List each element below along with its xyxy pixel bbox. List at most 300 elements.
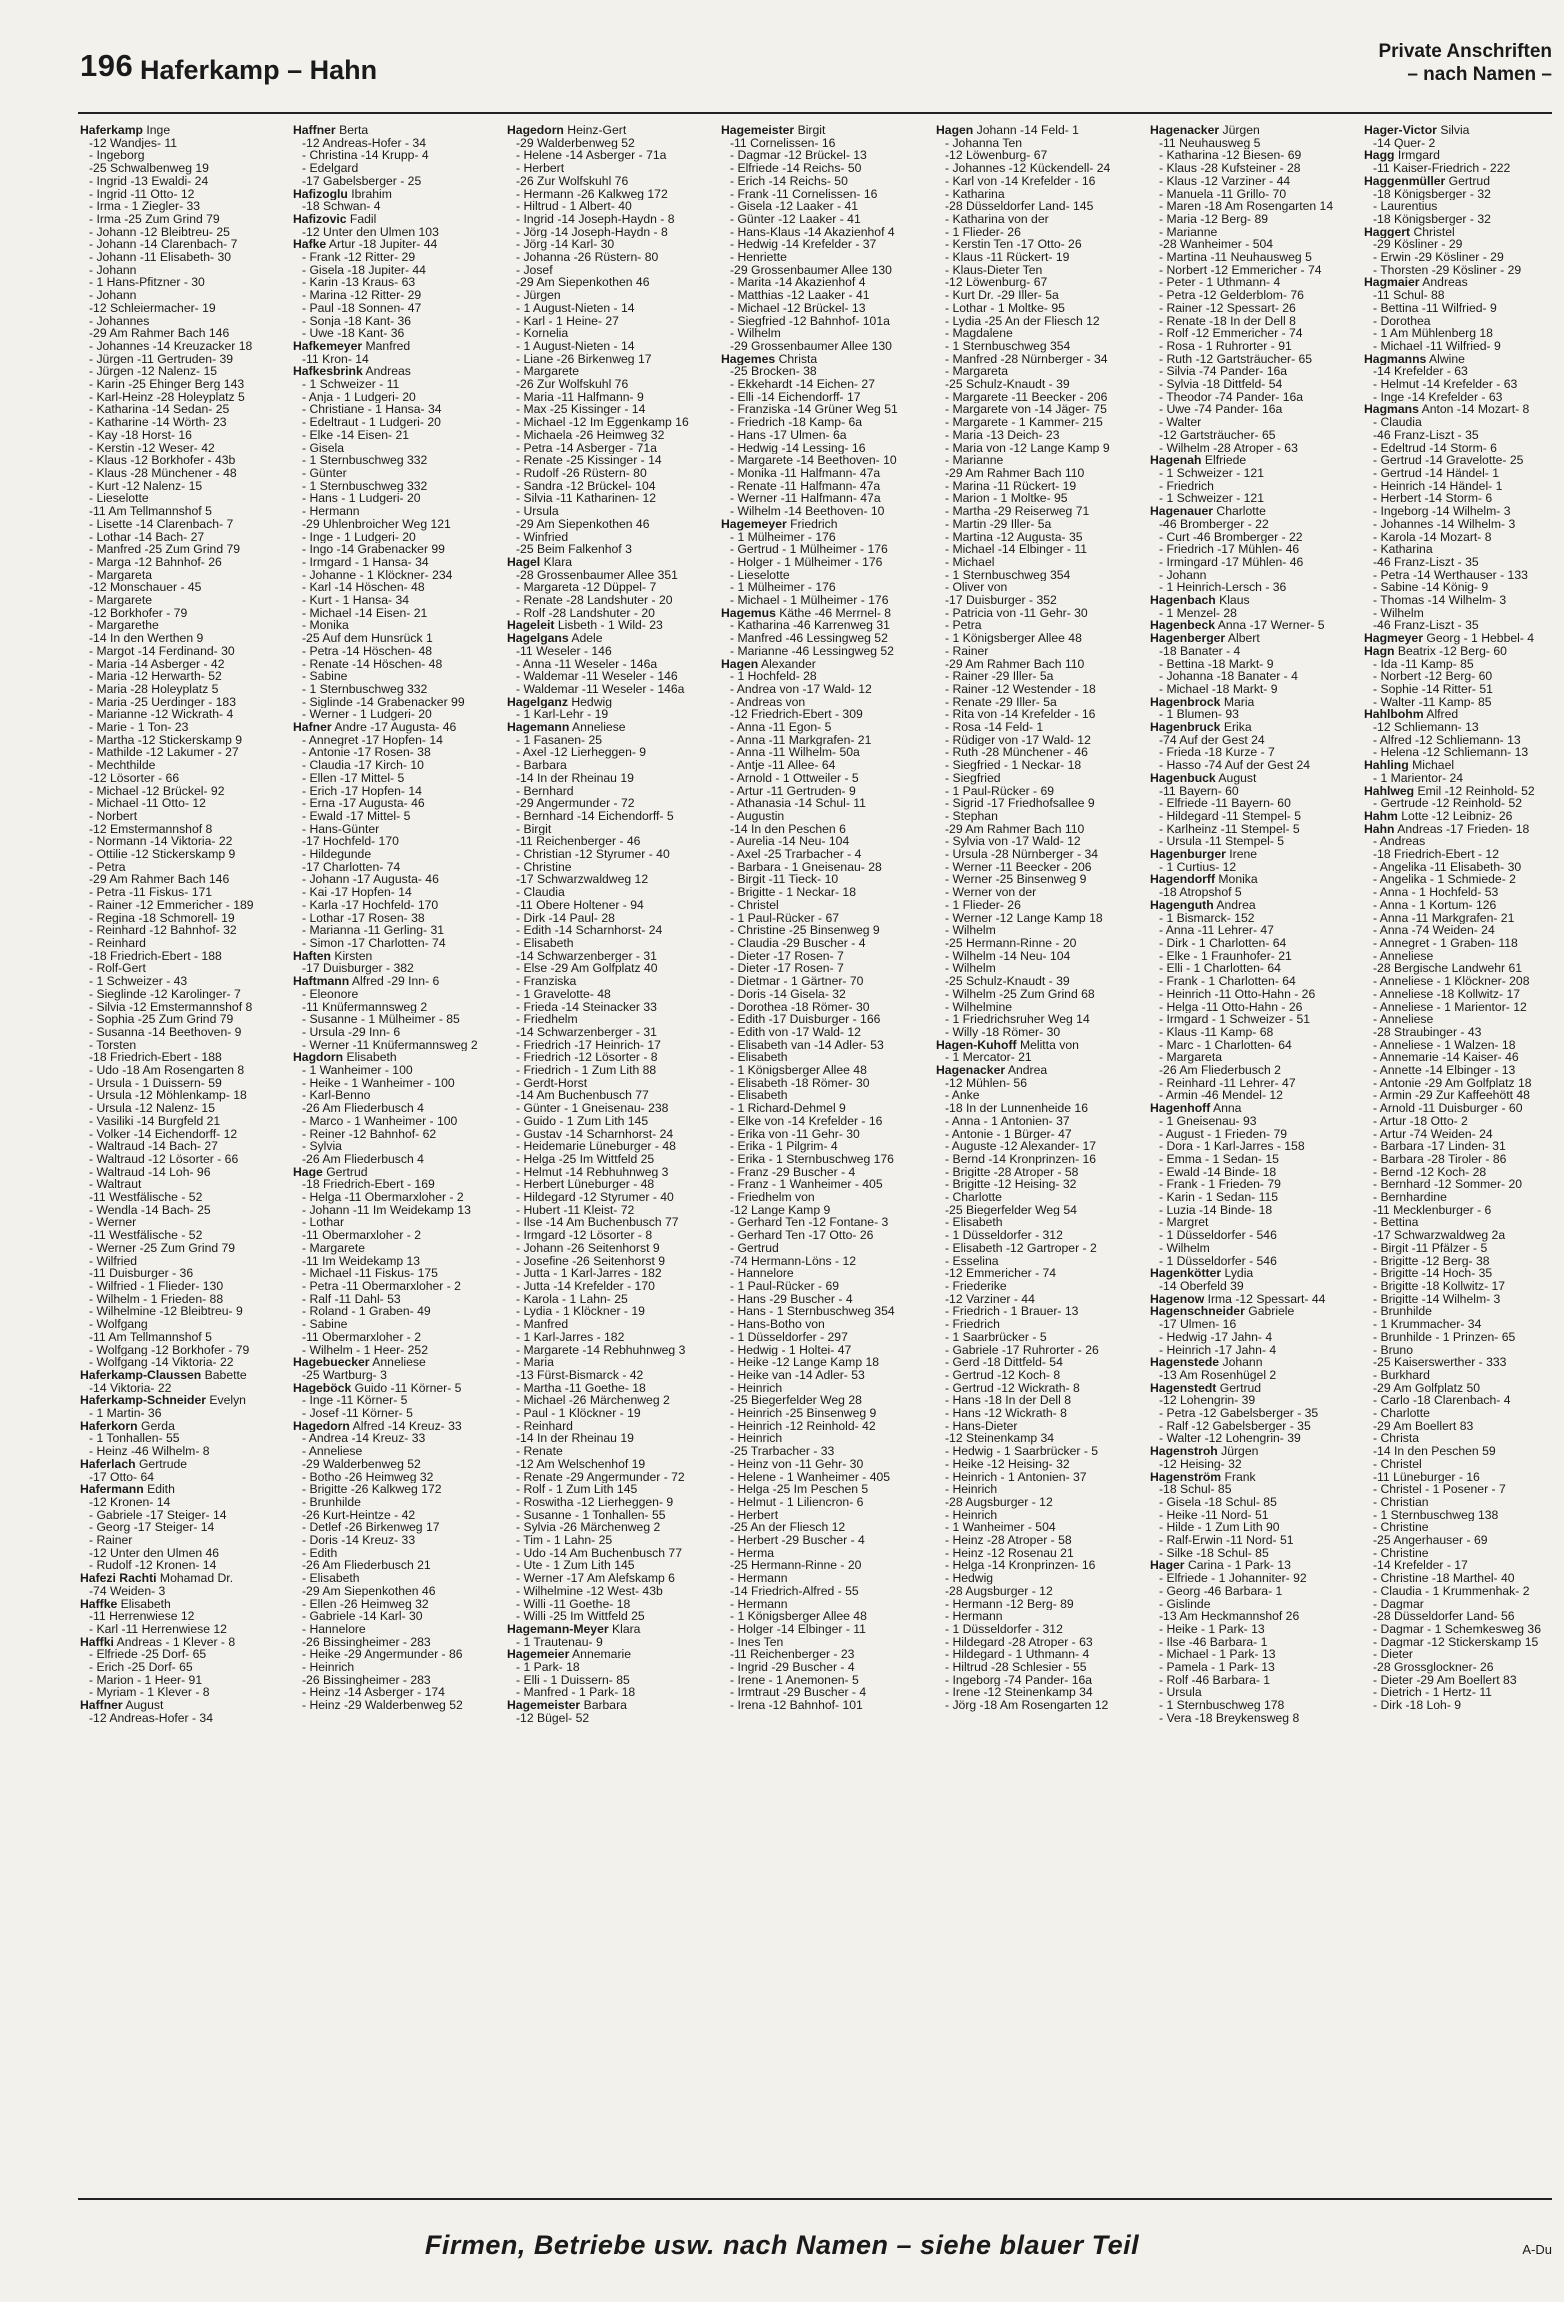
listing-line: - Michael -12 Brückel- 92: [89, 784, 225, 798]
surname: Haffner: [293, 124, 336, 137]
listing-line: -25 An der Fliesch 12: [730, 1521, 846, 1535]
listing-line: - Klaus -11 Kamp- 68: [1159, 1025, 1274, 1039]
listing-line: -14 Quer- 2: [1373, 136, 1436, 150]
listing-line: -11 Bayern- 60: [1159, 784, 1239, 798]
listing-line: - Siegfried: [945, 771, 1001, 785]
listing-line: - Lothar -17 Rosen- 38: [302, 911, 425, 925]
listing-line: -29 Am Rahmer Bach 110: [945, 657, 1085, 671]
listing-line: - Myriam - 1 Klever - 8: [89, 1686, 210, 1700]
listing-line: - Kurt - 1 Hansa- 34: [302, 594, 410, 607]
listing-line: - Karin -25 Ehinger Berg 143: [89, 378, 245, 391]
listing-line: - Friedrich -18 Kamp- 6a: [730, 416, 863, 429]
listing-line: - 1 Schweizer - 11: [302, 378, 400, 391]
listing-line: -12 Lange Kamp 9: [730, 1203, 831, 1217]
listing-line: -11 Westfälische - 52: [89, 1191, 203, 1204]
listing-line: - Bernhardine: [1373, 1191, 1447, 1204]
header-rule: [78, 112, 1552, 114]
listing-line: - Hilde - 1 Zum Lith 90: [1159, 1521, 1280, 1535]
listing-line: - Martina -11 Neuhausweg 5: [1159, 251, 1312, 264]
section-title-line-2: – nach Namen –: [1407, 64, 1552, 85]
listing-line: - Athanasia -14 Schul- 11: [730, 797, 866, 810]
listing-line: - Heinrich - 1 Antonien- 37: [945, 1470, 1087, 1484]
entry-detail: Silvia: [1440, 124, 1470, 137]
listing-line: -25 Biegerfelder Weg 54: [945, 1203, 1077, 1217]
listing-line: - Sylvia -18 Dittfeld- 54: [1159, 378, 1283, 391]
listing-line: - Marion - 1 Heer- 91: [89, 1673, 203, 1687]
listing-line: - Wilhelm -14 Neu- 104: [945, 949, 1071, 963]
listing-line: - Petra -14 Höschen- 48: [302, 644, 433, 658]
listing-line: - Herma: [730, 1546, 775, 1560]
listing-line: - Herbert -29 Buscher - 4: [730, 1534, 865, 1547]
listing-line: - Mechthilde: [89, 759, 156, 772]
listing-line: - Rolf -12 Emmericher - 74: [1159, 327, 1303, 340]
listing-line: - Heinrich: [945, 1508, 998, 1522]
listing-line: - Hannelore: [730, 1267, 794, 1280]
listing-line: - Dagmar: [1373, 1597, 1424, 1611]
listing-line: - Helene - 1 Wanheimer - 405: [730, 1470, 891, 1484]
surname-entry: [80, 1458, 285, 1471]
listing-line: - Friedrich -12 Lösorter - 8: [516, 1051, 658, 1065]
listing-line: -18 Friedrich-Ebert - 188: [89, 949, 222, 963]
listing-line: - Wolfgang: [89, 1318, 148, 1331]
listing-line: - Hans-Dieter: [945, 1419, 1018, 1433]
listing-line: -74 Auf der Gest 24: [1159, 733, 1265, 747]
surname: Hagmaier: [1364, 276, 1420, 290]
listing-line: - Irma - 1 Ziegler- 33: [89, 200, 201, 213]
listing-line: - Wilhelm: [1373, 606, 1424, 620]
listing-line: - Karola -14 Mozart- 8: [1373, 530, 1492, 544]
surname: Hagenah: [1150, 454, 1202, 467]
entry-detail: Mohamad Dr.: [159, 1572, 234, 1585]
surname: Hagenguth: [1150, 898, 1214, 912]
surname: Hagemeister: [721, 124, 795, 137]
listing-line: - Oliver von: [945, 581, 1008, 595]
surname-entry: [80, 1572, 285, 1585]
listing-line: -25 Hermann-Rinne - 20: [945, 937, 1077, 950]
surname: Haften: [293, 949, 331, 963]
listing-line: - Jürgen -12 Nalenz- 15: [89, 365, 218, 379]
listing-line: - Artur -74 Weiden- 24: [1373, 1127, 1493, 1141]
surname: Hagdorn: [293, 1051, 344, 1065]
listing-line: - Hans -17 Ulmen- 6a: [730, 428, 847, 442]
listing-line: -26 Zur Wolfskuhl 76: [516, 378, 629, 391]
listing-line: - Hiltrud - 1 Albert- 40: [516, 200, 632, 213]
entry-detail: Lisbeth - 1 Wild- 23: [557, 619, 663, 633]
entry-detail: Jürgen: [1222, 124, 1260, 137]
entry-detail: August: [1218, 771, 1257, 785]
listing-line: -25 Beim Falkenhof 3: [516, 543, 632, 556]
listing-line: - Werner -25 Binsenweg 9: [945, 873, 1087, 887]
listing-line: -11 Schul- 88: [1373, 289, 1445, 302]
surname-entry: [293, 1382, 498, 1395]
listing-line: - Johann -12 Bleibtreu- 25: [89, 225, 230, 239]
listing-line: - Michael -12 Brückel- 13: [730, 301, 866, 315]
entry-detail: Gertrud: [1448, 174, 1490, 188]
listing-line: - Karin - 1 Sedan- 115: [1159, 1191, 1279, 1204]
listing-line: - Friedrich -17 Mühlen- 46: [1159, 543, 1300, 556]
listing-line: - Reinhard -11 Lehrer- 47: [1159, 1076, 1296, 1090]
listing-line: -28 Augsburger - 12: [945, 1584, 1053, 1598]
listing-line: - Elfriede - 1 Johanniter- 92: [1159, 1572, 1307, 1585]
listing-line: - Herbert: [730, 1508, 779, 1522]
surname-entry: [1364, 645, 1545, 658]
listing-line: - Hermann: [730, 1572, 788, 1585]
surname-entry: [80, 1369, 285, 1382]
listing-line: - Heinrich: [945, 1483, 998, 1496]
surname-entry: [1150, 848, 1355, 861]
surname: Hageleit: [507, 619, 555, 633]
listing-line: - Brigitte -12 Heising- 32: [945, 1178, 1077, 1192]
surname: Hagemeyer: [721, 517, 787, 531]
listing-line: - Gertrud -12 Koch- 8: [945, 1368, 1061, 1382]
surname: Hagn: [1364, 644, 1395, 658]
surname: Hafke: [293, 238, 327, 252]
surname: Hagemus: [721, 606, 776, 620]
listing-line: -12 Schliemann- 13: [1373, 721, 1479, 734]
listing-line: - Volker -14 Eichendorff- 12: [89, 1127, 238, 1141]
entry-detail: Andreas - 1 Klever - 8: [116, 1635, 236, 1649]
listing-line: - Bernd -12 Koch- 28: [1373, 1165, 1487, 1179]
entry-detail: Alfred -14 Kreuz- 33: [352, 1419, 462, 1433]
listing-line: - Karl -11 Herrenwiese 12: [89, 1622, 227, 1636]
listing-line: - Manfred -46 Lessingweg 52: [730, 632, 888, 645]
listing-line: - Irmgard - 1 Schweizer - 51: [1159, 1013, 1311, 1026]
listing-line: - Andrea -14 Kreuz- 33: [302, 1432, 426, 1446]
listing-line: -14 In den Peschen 59: [1373, 1445, 1496, 1458]
listing-line: - Christine: [1373, 1521, 1429, 1535]
listing-line: -26 Zur Wolfskuhl 76: [516, 174, 629, 188]
listing-line: - August - 1 Frieden- 79: [1159, 1127, 1288, 1141]
listing-line: - Heidemarie Lüneburger - 48: [516, 1140, 676, 1153]
listing-line: -12 Friedrich-Ebert - 309: [730, 708, 863, 722]
listing-line: - Josef: [516, 263, 553, 277]
listing-line: -25 Auf dem Hunsrück 1: [302, 632, 433, 645]
listing-line: - Elisabeth -18 Römer- 30: [730, 1076, 870, 1090]
entry-detail: Elisabeth: [120, 1597, 171, 1611]
listing-line: -17 Schwarzwaldweg 2a: [1373, 1229, 1506, 1242]
listing-line: - Magdalene: [945, 327, 1013, 340]
listing-line: - Margareta -12 Düppel- 7: [516, 581, 657, 595]
surname: Hahlbohm: [1364, 708, 1424, 722]
entry-detail: Christa: [778, 352, 818, 366]
listing-line: -13 Am Heckmannshof 26: [1159, 1610, 1300, 1623]
listing-line: - Anneliese: [302, 1445, 363, 1458]
listing-line: - Maria -13 Deich- 23: [945, 428, 1060, 442]
surname: Hagelgans: [507, 632, 569, 645]
surname-entry: [1150, 454, 1355, 467]
surname-entry: [1150, 721, 1355, 734]
listing-line: - Theodor -74 Pander- 16a: [1159, 390, 1304, 404]
surname-entry: [1364, 353, 1545, 366]
listing-line: - Auguste -12 Alexander- 17: [945, 1140, 1097, 1153]
listing-line: - Klaus -11 Rückert- 19: [945, 251, 1070, 264]
listing-line: - Renate -29 Angermunder - 72: [516, 1470, 685, 1484]
listing-line: - Emma - 1 Sedan- 15: [1159, 1152, 1279, 1166]
surname-entry: [1364, 759, 1545, 772]
surname-entry: [1150, 772, 1355, 785]
listing-line: - Silke -18 Schul- 85: [1159, 1546, 1269, 1560]
listing-line: - Kurt -12 Nalenz- 15: [89, 479, 203, 493]
listing-line: - Charlotte: [1373, 1407, 1430, 1420]
listing-line: - 1 Paul-Rücker - 67: [730, 911, 840, 925]
surname: Hagenschneider: [1150, 1305, 1245, 1319]
listing-line: - Wilhelm -14 Beethoven- 10: [730, 505, 885, 518]
listing-line: - Helmut - 1 Liliencron- 6: [730, 1495, 864, 1509]
listing-line: - Heinrich -11 Otto-Hahn - 26: [1159, 987, 1316, 1001]
listing-line: - Petra: [89, 860, 126, 874]
listing-line: - Ruth -12 Gartsträucher- 65: [1159, 352, 1313, 366]
surname: Haffner: [80, 1699, 123, 1712]
listing-line: - Margarete: [89, 594, 152, 607]
listing-line: - Irmgard -12 Lösorter - 8: [516, 1229, 653, 1242]
listing-line: - Margarete: [516, 365, 579, 379]
listing-line: - Margarete - 1 Kammer- 215: [945, 416, 1103, 429]
listing-line: - Hermann -26 Kalkweg 172: [516, 187, 668, 201]
listing-line: -26 Bissingheimer - 283: [302, 1635, 431, 1649]
listing-line: - Christina -14 Krupp- 4: [302, 149, 429, 163]
listing-line: - Brigitte -14 Wilhelm- 3: [1373, 1292, 1501, 1306]
listing-line: - Thomas -14 Wilhelm- 3: [1373, 594, 1507, 607]
listing-line: -18 In der Lunnenheide 16: [945, 1102, 1088, 1115]
listing-line: - Anna -11 Lehrer- 47: [1159, 924, 1274, 937]
listing-line: - Herbert -14 Storm- 6: [1373, 492, 1493, 506]
listing-line: - Johann -17 Augusta- 46: [302, 873, 439, 887]
listing-line: - 1 Düsseldorfer - 546: [1159, 1254, 1277, 1268]
surname-entry: [1364, 226, 1545, 239]
listing-line: - Erna -17 Augusta- 46: [302, 797, 425, 810]
listing-line: - Michael -26 Märchenweg 2: [516, 1394, 670, 1408]
listing-line: - Rolf -46 Barbara- 1: [1159, 1673, 1271, 1687]
listing-line: - Lothar - 1 Moltke- 95: [945, 301, 1065, 315]
listing-line: - Heinz -29 Walderbenweg 52: [302, 1699, 463, 1712]
listing-line: - Gertrud -14 Händel- 1: [1373, 466, 1499, 480]
entry-detail: Lydia: [1224, 1267, 1254, 1280]
listing-line: - Heinz -14 Asberger - 174: [302, 1686, 445, 1700]
listing-line: - Elfriede -11 Bayern- 60: [1159, 797, 1291, 810]
listing-line: - Heike -12 Lange Kamp 18: [730, 1356, 880, 1369]
listing-line: - Johannes -14 Kreuzacker 18: [89, 339, 253, 353]
listing-line: - 1 Mülheimer - 176: [730, 581, 836, 595]
surname-entry: [1150, 696, 1355, 709]
entry-detail: Georg - 1 Hebbel- 4: [1426, 632, 1535, 645]
listing-line: - Erich -17 Hopfen- 14: [302, 784, 422, 798]
entry-detail: Annemarie: [572, 1648, 631, 1662]
listing-line: - Heinz -28 Atroper - 58: [945, 1534, 1072, 1547]
listing-line: - Antonie -29 Am Golfplatz 18: [1373, 1076, 1532, 1090]
listing-line: - Lieselotte: [730, 568, 790, 582]
listing-line: - Karl-Benno: [302, 1089, 371, 1103]
listing-line: -28 Bergische Landwehr 61: [1373, 962, 1523, 976]
listing-line: - Ralf -12 Gabelsberger - 35: [1159, 1419, 1311, 1433]
listing-line: - Margarethe: [89, 619, 159, 633]
listing-line: - Renate -11 Halfmann- 47a: [730, 479, 881, 493]
listing-line: - Claudia - 1 Krummenhak- 2: [1373, 1584, 1530, 1598]
entry-detail: Andreas: [365, 365, 411, 379]
listing-line: - Manuela -11 Grillo- 70: [1159, 187, 1287, 201]
listing-line: - Helmut -14 Rebhuhnweg 3: [516, 1165, 669, 1179]
listing-line: - Axel -12 Lierheggen- 9: [516, 746, 647, 760]
listing-line: -12 Unter den Ulmen 46: [89, 1546, 220, 1560]
listing-line: - Christine -18 Marthel- 40: [1373, 1572, 1515, 1585]
listing-line: -29 Am Golfplatz 50: [1373, 1381, 1481, 1395]
listing-line: -14 Krefelder - 17: [1373, 1559, 1468, 1573]
listing-line: - Anna - 1 Hochfeld- 53: [1373, 886, 1499, 899]
listing-line: - Waldemar -11 Weseler - 146a: [516, 682, 685, 696]
listing-line: - Wilhelm -28 Atroper - 63: [1159, 441, 1298, 455]
listing-line: - Heinrich: [730, 1432, 783, 1446]
entry-detail: Käthe -46 Merrnel- 8: [779, 606, 892, 620]
listing-line: - Anna - 1 Antonien- 37: [945, 1114, 1070, 1128]
listing-line: - Charlotte: [945, 1191, 1002, 1204]
listing-line: - Rudolf -26 Rüstern- 80: [516, 466, 647, 480]
surname-entry: [293, 188, 498, 201]
listing-line: - Petra -12 Gelderblom- 76: [1159, 289, 1304, 302]
listing-line: - Heinrich -25 Binsenweg 9: [730, 1407, 877, 1420]
listing-line: - Arnold - 1 Ottweiler - 5: [730, 771, 859, 785]
surname: Hagenow: [1150, 1292, 1205, 1306]
entry-detail: Inge: [146, 124, 171, 137]
listing-line: - Johanna -18 Banater - 4: [1159, 670, 1298, 683]
listing-line: - Rainer -12 Emmericher - 189: [89, 898, 254, 912]
listing-line: - Edith -17 Duisburger - 166: [730, 1013, 881, 1026]
listing-line: -12 Steinenkamp 34: [945, 1432, 1055, 1446]
listing-line: - Ida -11 Kamp- 85: [1373, 657, 1474, 671]
listing-line: - Helmut -14 Krefelder - 63: [1373, 378, 1518, 391]
listing-line: -74 Weiden- 3: [89, 1584, 166, 1598]
listing-line: - Helga -11 Otto-Hahn - 26: [1159, 1000, 1303, 1014]
listing-line: - Rainer -12 Westender - 18: [945, 682, 1096, 696]
listing-line: - Burkhard: [1373, 1368, 1430, 1382]
listing-line: - Augustin: [730, 809, 785, 823]
listing-line: - Birgit: [516, 822, 552, 836]
listing-line: -46 Franz-Liszt - 35: [1373, 428, 1479, 442]
listing-line: - Sophie -14 Ritter- 51: [1373, 682, 1493, 696]
listing-line: - Elke - 1 Fraunhofer- 21: [1159, 949, 1292, 963]
surname: Haffki: [80, 1635, 114, 1649]
listing-line: - Elli -14 Eichendorff- 17: [730, 390, 861, 404]
listing-line: - Ewald -17 Mittel- 5: [302, 809, 411, 823]
surname: Haffke: [80, 1597, 118, 1611]
surname: Hagenberger: [1150, 632, 1226, 645]
listing-line: - Birgit -11 Tieck- 10: [730, 873, 839, 887]
listing-line: -13 Am Rosenhügel 2: [1159, 1368, 1277, 1382]
surname-entry: [1364, 149, 1545, 162]
listing-line: - Roland - 1 Graben- 49: [302, 1305, 431, 1319]
listing-line: - Elke -14 Eisen- 21: [302, 428, 410, 442]
listing-line: - Ursula -12 Möhlenkamp- 18: [89, 1089, 247, 1103]
listing-line: - Werner -12 Lange Kamp 18: [945, 911, 1103, 925]
listing-line: - Renate -14 Höschen- 48: [302, 657, 443, 671]
listing-line: - Katharina: [945, 187, 1005, 201]
listing-line: - Dora - 1 Karl-Jarres - 158: [1159, 1140, 1305, 1153]
listing-line: - Wilhelm: [1159, 1241, 1210, 1255]
listing-line: - Karl-Heinz -28 Holeyplatz 5: [89, 390, 245, 404]
entry-detail: Andrea: [1216, 898, 1256, 912]
listing-line: - Rainer: [89, 1534, 133, 1547]
listing-line: - Ute - 1 Zum Lith 145: [516, 1559, 635, 1573]
listing-line: - Marco - 1 Wanheimer - 100: [302, 1114, 458, 1128]
listing-line: - 1 Königsberger Allee 48: [730, 1610, 867, 1623]
listing-line: - Michael -11 Otto- 12: [89, 797, 206, 810]
listing-line: - Heike - 1 Park- 13: [1159, 1622, 1265, 1636]
listing-line: - Anneliese - 1 Walzen- 18: [1373, 1038, 1516, 1052]
surname: Hagenstedt: [1150, 1381, 1217, 1395]
listing-line: - Anna -11 Egon- 5: [730, 721, 832, 734]
listing-line: - Heike van -14 Adler- 53: [730, 1368, 865, 1382]
listing-line: - Curt -46 Bromberger - 22: [1159, 530, 1303, 544]
listing-line: -11 Reichenberger - 23: [730, 1648, 855, 1662]
listing-line: -26 Am Fliederbusch 4: [302, 1102, 424, 1115]
listing-line: - Brigitte - 1 Neckar- 18: [730, 886, 856, 899]
listing-line: - Dieter -17 Rosen- 7: [730, 949, 844, 963]
listing-line: - Waltraud -12 Lösorter - 66: [89, 1152, 239, 1166]
entry-detail: Anna: [1212, 1102, 1242, 1115]
listing-line: - Waltraud -14 Bach- 27: [89, 1140, 218, 1153]
surname: Hagenburger: [1150, 848, 1226, 861]
listing-line: - 1 Düsseldorfer - 297: [730, 1330, 848, 1344]
listing-line: -12 Emstermannshof 8: [89, 822, 213, 836]
listing-line: -12 Bügel- 52: [516, 1711, 590, 1725]
listing-line: - Christian: [1373, 1495, 1429, 1509]
listing-line: - Friederike: [945, 1279, 1007, 1293]
listing-line: - Marc - 1 Charlotten- 64: [1159, 1038, 1292, 1052]
surname-entry: [1364, 810, 1545, 823]
surname: Hagenkötter: [1150, 1267, 1222, 1280]
listing-line: - Detlef -26 Birkenweg 17: [302, 1521, 440, 1535]
listing-line: - Heike -29 Angermunder - 86: [302, 1648, 463, 1662]
listing-line: - Pamela - 1 Park- 13: [1159, 1661, 1275, 1674]
listing-line: - Franz -29 Buscher - 4: [730, 1165, 856, 1179]
entry-detail: Barbara: [583, 1699, 627, 1712]
listing-line: - Gislinde: [1159, 1597, 1211, 1611]
listing-line: - Erika - 1 Pilgrim- 4: [730, 1140, 838, 1153]
directory-column-1: [80, 124, 285, 2180]
listing-line: - Brunhilde: [302, 1495, 361, 1509]
listing-line: - Hans-Botho von: [730, 1318, 825, 1331]
listing-line: -18 Schul- 85: [1159, 1483, 1232, 1496]
listing-line: -28 Grossglockner- 26: [1373, 1661, 1494, 1674]
listing-line: - Edith: [302, 1546, 338, 1560]
listing-line: -26 Bissingheimer - 283: [302, 1673, 431, 1687]
page-footer: [0, 2192, 1564, 2302]
listing-line: - Wendla -14 Bach- 25: [89, 1203, 211, 1217]
surname: Hagenbruck: [1150, 721, 1221, 734]
listing-line: - Marga -12 Bahnhof- 26: [89, 555, 222, 569]
listing-line: -25 Schwalbenweg 19: [89, 162, 209, 175]
listing-line: -11 Neuhausweg 5: [1159, 136, 1261, 150]
listing-line: - Werner - 1 Ludgeri- 20: [302, 708, 432, 722]
listing-line: - Hedwig - 1 Holtei- 47: [730, 1343, 852, 1357]
surname: Hagel: [507, 555, 541, 569]
listing-line: - 1 Sternbuschweg 178: [1159, 1699, 1285, 1712]
listing-line: - 1 Saarbrücker - 5: [945, 1330, 1047, 1344]
listing-line: - Johann -11 Im Weidekamp 13: [302, 1203, 471, 1217]
listing-line: - Klaus -28 Münchener - 48: [89, 466, 237, 480]
listing-line: - Johann: [1159, 568, 1207, 582]
listing-line: - Renate -29 Iller- 5a: [945, 695, 1057, 709]
listing-line: - Henriette: [730, 251, 787, 264]
listing-line: - Wolfgang -14 Viktoria- 22: [89, 1356, 234, 1369]
listing-line: - 1 Friedrichsruher Weg 14: [945, 1013, 1090, 1026]
entry-detail: Maria: [1223, 695, 1255, 709]
listing-line: - Wilhelmine -12 West- 43b: [516, 1584, 663, 1598]
listing-line: - 1 Heinrich-Lersch - 36: [1159, 581, 1287, 595]
surname: Hahling: [1364, 759, 1409, 772]
listing-line: - Hildegard -28 Atroper - 63: [945, 1635, 1093, 1649]
listing-line: - Arnold -11 Duisburger - 60: [1373, 1102, 1523, 1115]
surname: Hagemes: [721, 352, 776, 366]
listing-line: - Jutta - 1 Karl-Jarres - 182: [516, 1267, 662, 1280]
